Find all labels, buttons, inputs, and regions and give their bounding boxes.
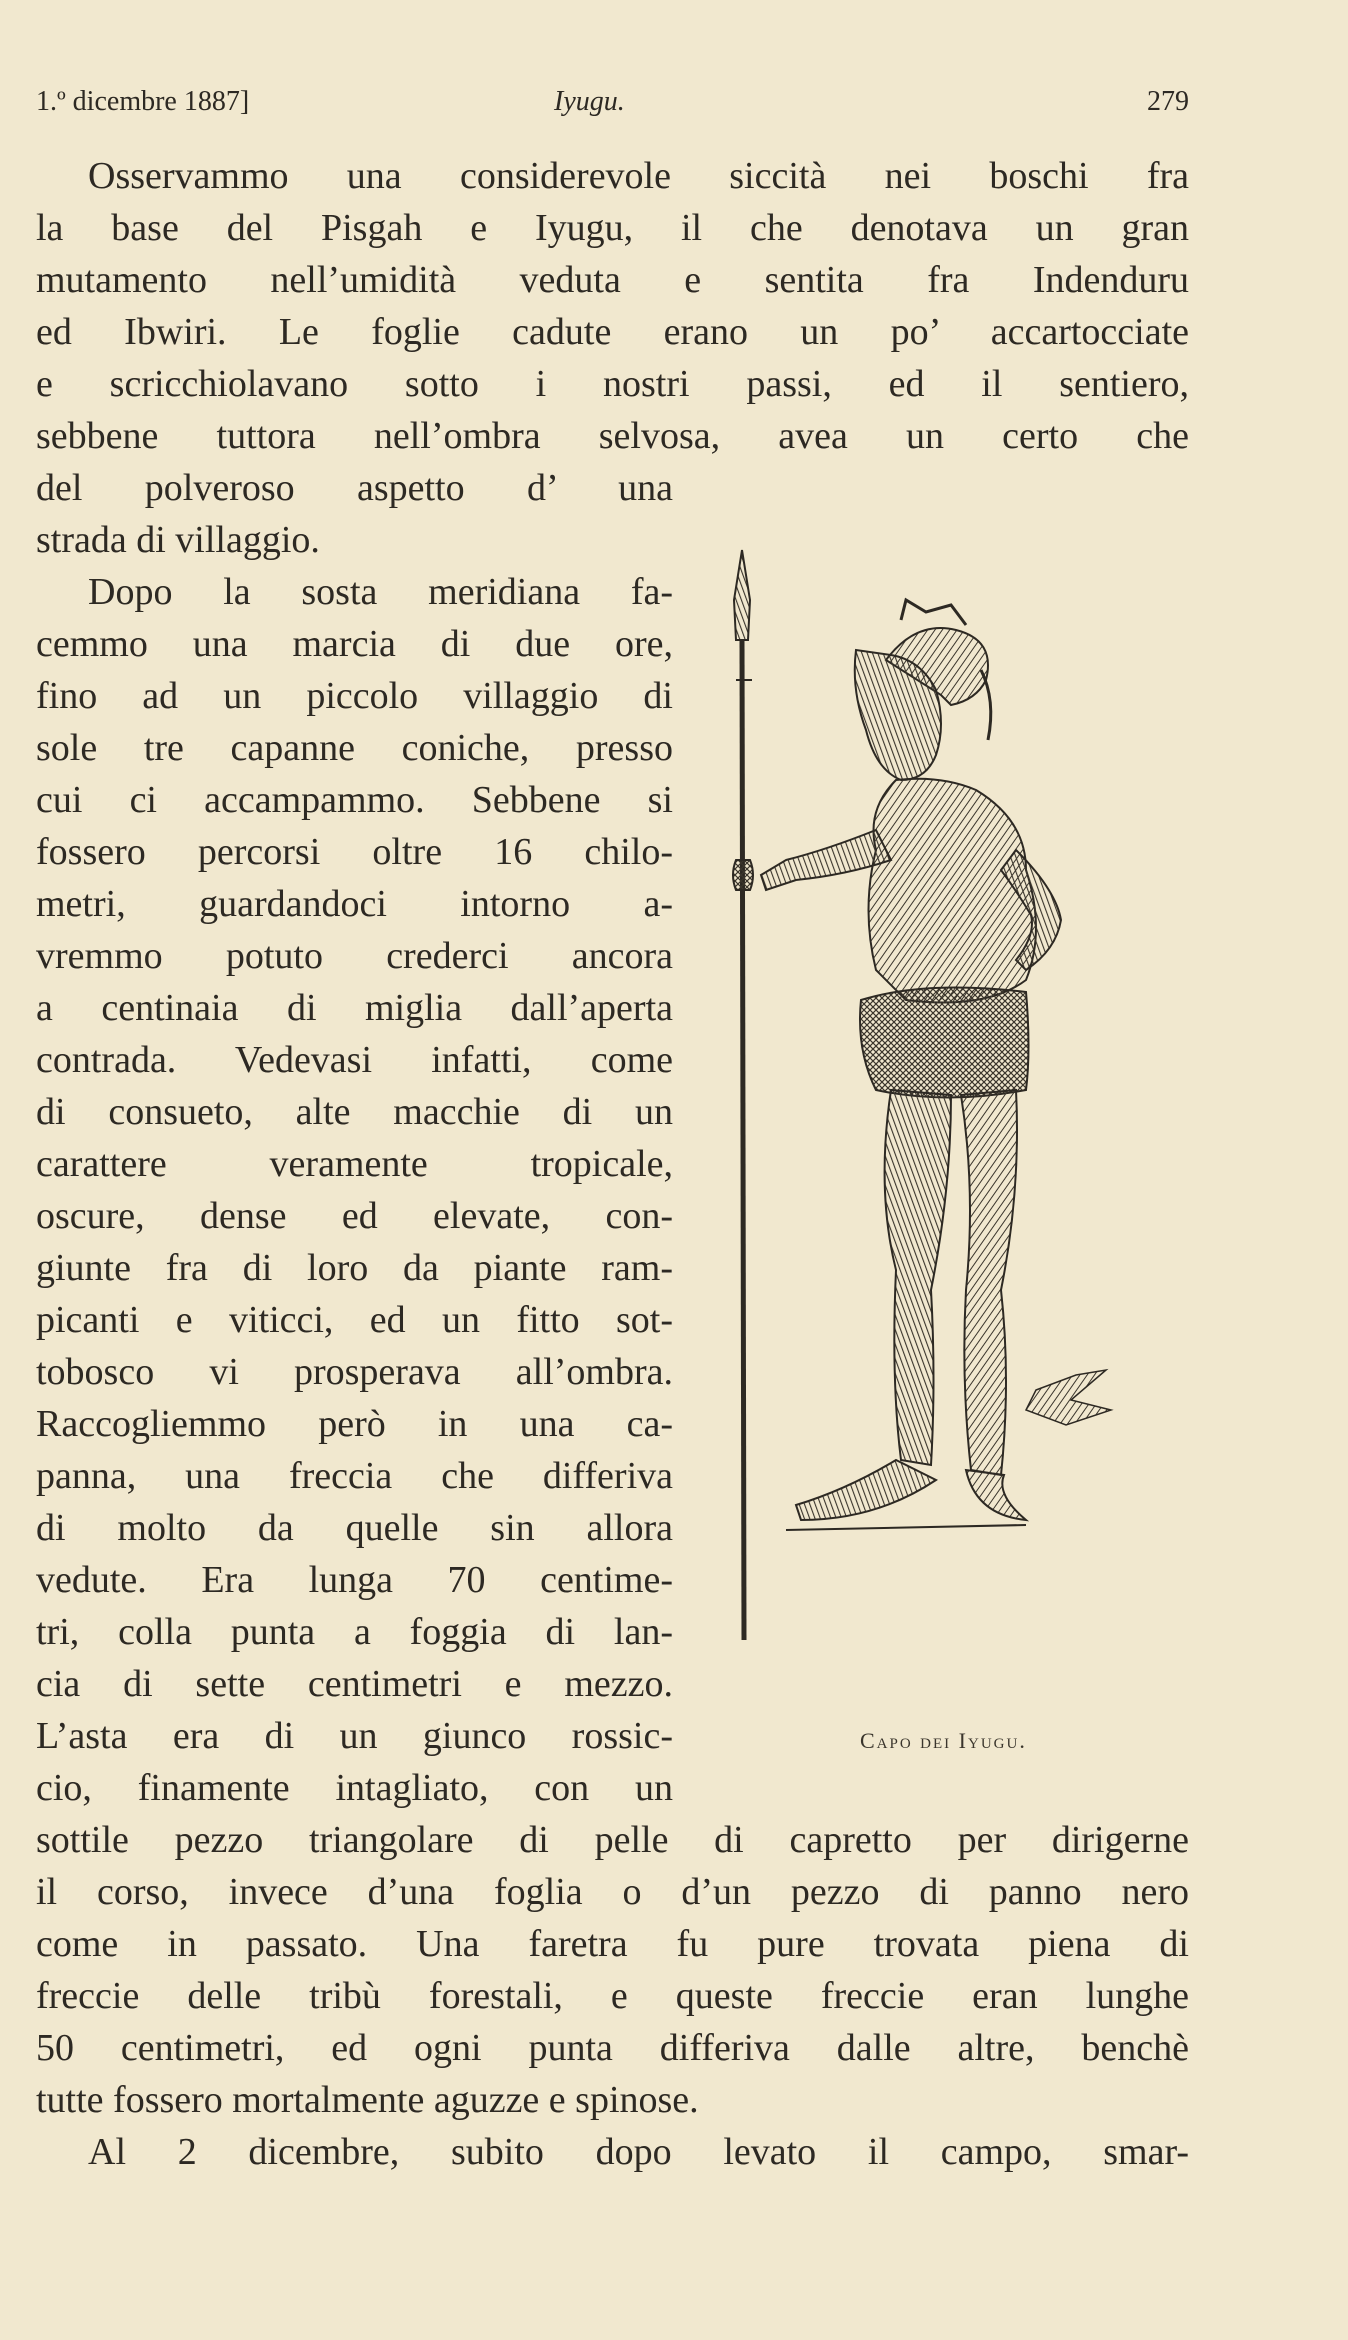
running-header [36, 86, 1189, 126]
text-line: picanti e viticci, ed un fitto sot- [36, 1299, 673, 1341]
text-line: tri, colla punta a foggia di lan- [36, 1611, 673, 1653]
page-number: 279 [1147, 86, 1189, 117]
text-line: giunte fra di loro da piante ram- [36, 1247, 673, 1289]
text-line: cui ci accampammo. Sebbene si [36, 779, 673, 821]
text-line: sottile pezzo triangolare di pelle di capretto per dirigerne [36, 1819, 1189, 1861]
text-line: contrada. Vedevasi infatti, come [36, 1039, 673, 1081]
text-line: di consueto, alte macchie di un [36, 1091, 673, 1133]
text-line: e scricchiolavano sotto i nostri passi, ed il sentiero, [36, 363, 1189, 405]
text-line: Dopo la sosta meridiana fa- [88, 571, 673, 613]
text-line: sole tre capanne coniche, presso [36, 727, 673, 769]
text-line: di molto da quelle sin allora [36, 1507, 673, 1549]
text-line: L’asta era di un giunco rossic- [36, 1715, 673, 1757]
text-line: la base del Pisgah e Iyugu, il che denotava un gran [36, 207, 1189, 249]
text-line: Osservammo una considerevole siccità nei boschi fra [88, 155, 1189, 197]
skirt [860, 988, 1029, 1098]
spear [733, 550, 753, 1640]
text-line: panna, una freccia che differiva [36, 1455, 673, 1497]
legs [796, 1090, 1026, 1520]
text-line: metri, guardandoci intorno a- [36, 883, 673, 925]
text-line: a centinaia di miglia dall’aperta [36, 987, 673, 1029]
text-line: cemmo una marcia di due ore, [36, 623, 673, 665]
text-line: fino ad un piccolo villaggio di [36, 675, 673, 717]
text-line: vedute. Era lunga 70 centime- [36, 1559, 673, 1601]
text-line: 50 centimetri, ed ogni punta differiva dalle altre, benchè [36, 2027, 1189, 2069]
text-line: strada di villaggio. [36, 519, 320, 561]
text-line: tobosco vi prosperava all’ombra. [36, 1351, 673, 1393]
figure-caption: Capo dei Iyugu. [860, 1728, 1027, 1753]
text-line: Raccogliemmo però in una ca- [36, 1403, 673, 1445]
text-line: ed Ibwiri. Le foglie cadute erano un po’ accartocciate [36, 311, 1189, 353]
text-line: carattere veramente tropicale, [36, 1143, 673, 1185]
text-line: mutamento nell’umidità veduta e sentita fra Indenduru [36, 259, 1189, 301]
text-line: sebbene tuttora nell’ombra selvosa, avea un certo che [36, 415, 1189, 457]
text-line: cio, finamente intagliato, con un [36, 1767, 673, 1809]
header-date: 1.º dicembre 1887] [36, 86, 250, 117]
text-line: freccie delle tribù forestali, e queste freccie eran lunghe [36, 1975, 1189, 2017]
text-line: vremmo potuto crederci ancora [36, 935, 673, 977]
text-line: fossero percorsi oltre 16 chilo- [36, 831, 673, 873]
text-line: del polveroso aspetto d’ una [36, 467, 673, 509]
head [855, 600, 991, 780]
torso [761, 779, 1061, 1003]
text-line: cia di sette centimetri e mezzo. [36, 1663, 673, 1705]
text-line: tutte fossero mortalmente aguzze e spinose. [36, 2079, 699, 2121]
text-line: Al 2 dicembre, subito dopo levato il campo, smar- [88, 2131, 1189, 2173]
text-line: il corso, invece d’una foglia o d’un pezzo di panno nero [36, 1871, 1189, 1913]
text-line: come in passato. Una faretra fu pure trovata piena di [36, 1923, 1189, 1965]
text-line: oscure, dense ed elevate, con- [36, 1195, 673, 1237]
header-title: Iyugu. [554, 86, 625, 117]
chief-engraving [726, 530, 1226, 1730]
